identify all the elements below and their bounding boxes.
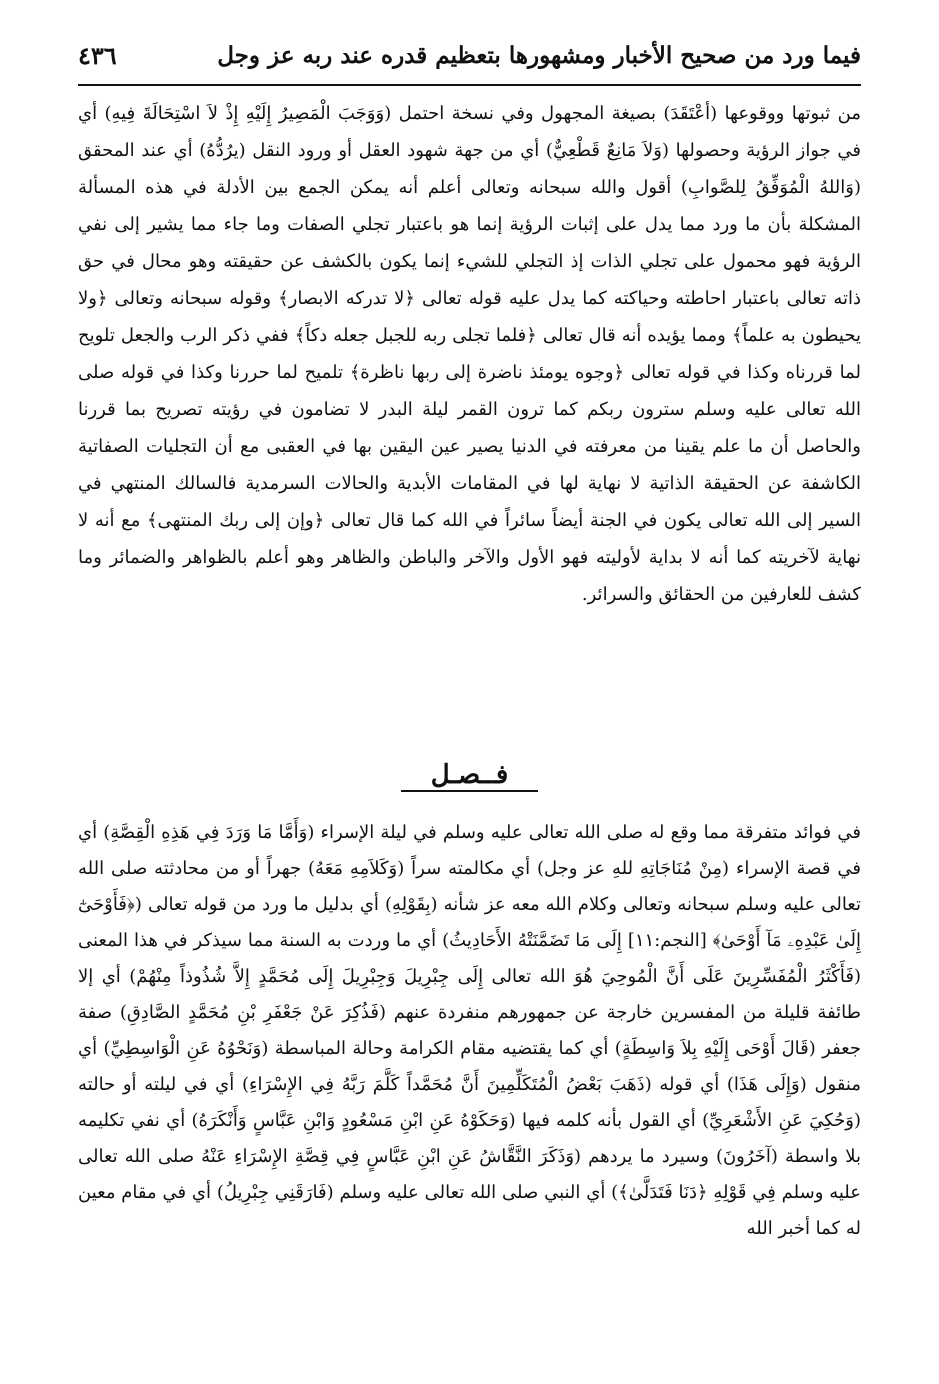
section-title: فــصـل	[401, 760, 539, 792]
running-header	[78, 30, 861, 80]
main-text-block	[78, 95, 861, 613]
section-heading	[78, 760, 861, 790]
paragraph: من ثبوتها ووقوعها (أعْتَقَدَ) بصيغة المجهول وفي نسخة احتمل (وَوَجَبَ الْمَصِيرُ إِلَيْهِ إِذْ لاَ اسْتِحَالَةَ فِيهِ) أي في جواز الرؤية وحصولها (وَلاَ مَانِعٌ قَطْعِيٌّ) أي من جهة شهود العقل أو ورود النقل (يرُدُّهُ) أي عند المحقق (وَاللهُ الْمُوَفِّقُ لِلصَّوابِ) أقول والله سبحانه وتعالى أعلم أنه يمكن الجمع بين الأدلة في هذه المسألة المشكلة بأن ما ورد مما يدل على إثبات الرؤية إنما هو باعتبار تجلي الصفات وما جاء مما يشير إلى نفي الرؤية فهو محمول على تجلي الذات إذ التجلي للشيء إنما يكون بالكشف عن حقيقته وهو محال في حق ذاته تعالى باعتبار احاطته وحياكته كما يدل عليه قوله تعالى ﴿لا تدركه الابصار﴾ وقوله سبحانه وتعالى ﴿ولا يحيطون به علماً﴾ ومما يؤيده أنه قال تعالى ﴿فلما تجلى ربه للجبل جعله دكاً﴾ ففي ذكر الرب والجعل تلويح لما قررناه وكذا في قوله تعالى ﴿وجوه يومئذ ناضرة إلى ربها ناظرة﴾ تلميح لما حررنا وكذا في قوله صلى الله تعالى عليه وسلم سترون ربكم كما ترون القمر ليلة البدر لا تضامون في رؤيته تصريح بما قررنا والحاصل أن ما علم يقينا من معرفته في الدنيا يصير عين اليقين بها في العقبى مع أن التجليات الصفاتية الكاشفة عن الحقيقة الذاتية لا نهاية لها في المقامات الأبدية والحالات السرمدية فالسالك المنتهي في السير إلى الله تعالى يكون في الجنة أيضاً سائراً في الله كما قال تعالى ﴿وإن إلى ربك المنتهى﴾ مع أنه لا نهاية لآخريته كما أنه لا بداية لأوليته فهو الأول والآخر والباطن والظاهر وهو أعلم بالظواهر والضمائر وما كشف للعارفين من الحقائق والسرائر.	[78, 103, 861, 605]
paragraph: في فوائد متفرقة مما وقع له صلى الله تعالى عليه وسلم في ليلة الإسراء (وَأَمَّا مَا وَرَدَ فِي هَذِهِ الْقِصَّةِ) أي في قصة الإسراء (مِنْ مُنَاجَاتِهِ للهِ عز وجل) أي مكالمته سراً (وَكَلاَمِهِ مَعَهُ) جهراً أو من محادثته صلى الله تعالى عليه وسلم سبحانه وتعالى وكلام الله معه عز شأنه (بِقَوْلِهِ) أي بدليل ما ورد من قوله تعالى (﴿فَأَوْحَىٰٓ إِلَىٰ عَبْدِهِۦ مَآ أَوْحَىٰ﴾ [النجم:١١] إِلَى مَا تَضَمَّنَتْهُ الأَحَادِيثُ) أي ما وردت به السنة مما سيذكر في هذا المعنى (فَأَكْثَرُ الْمُفَسِّرِينَ عَلَى أَنَّ الْمُوحِيَ هُوَ الله تعالى إِلَى جِبْرِيلَ وَجِبْرِيلَ إِلَى مُحَمَّدٍ إِلاَّ شُذُوذاً مِنْهُمْ) أي إلا طائفة قليلة من المفسرين خارجة عن جمهورهم منفردة عنهم (فَذُكِرَ عَنْ جَعْفَرِ بْنِ مُحَمَّدٍ الصَّادِقِ) صفة جعفر (قَالَ أَوْحَى إِلَيْهِ بِلاَ وَاسِطَةٍ) أي كما يقتضيه مقام الكرامة وحالة المباسطة (وَنَحْوُهُ عَنِ الْوَاسِطِيِّ) أي منقول (وَإِلَى هَذَا) أي قوله (ذَهَبَ بَعْضُ الْمُتَكَلِّمِينَ أَنَّ مُحَمَّداً كَلَّمَ رَبَّهُ فِي الإِسْرَاءِ) أي في ليلته أو حالته (وَحُكِيَ عَنِ الأَشْعَرِيِّ) أي القول بأنه كلمه فيها (وَحَكَوْهُ عَنِ ابْنِ مَسْعُودٍ وَابْنِ عَبَّاسٍ وَأَنْكَرَهُ) أي نفي تكليمه بلا واسطة (آخَرُونَ) وسيرد ما يردهم (وَذَكَرَ النَّقَّاشُ عَنِ ابْنِ عَبَّاسٍ فِي قِصَّةِ الإِسْرَاءِ عَنْهُ صلى الله تعالى عليه وسلم فِي قَوْلِهِ ﴿دَنَا فَتَدَلَّىٰ﴾) أي النبي صلى الله تعالى عليه وسلم (فَارَقَنِي جِبْرِيلُ) أي في مقام معين له كما أخبر الله	[78, 822, 862, 1239]
header-divider	[78, 84, 861, 86]
section-text-block	[78, 815, 861, 1247]
running-title: فيما ورد من صحيح الأخبار ومشهورها بتعظيم قدره عند ربه عز وجل	[217, 41, 861, 69]
page-number: ٤٣٦	[78, 40, 117, 70]
